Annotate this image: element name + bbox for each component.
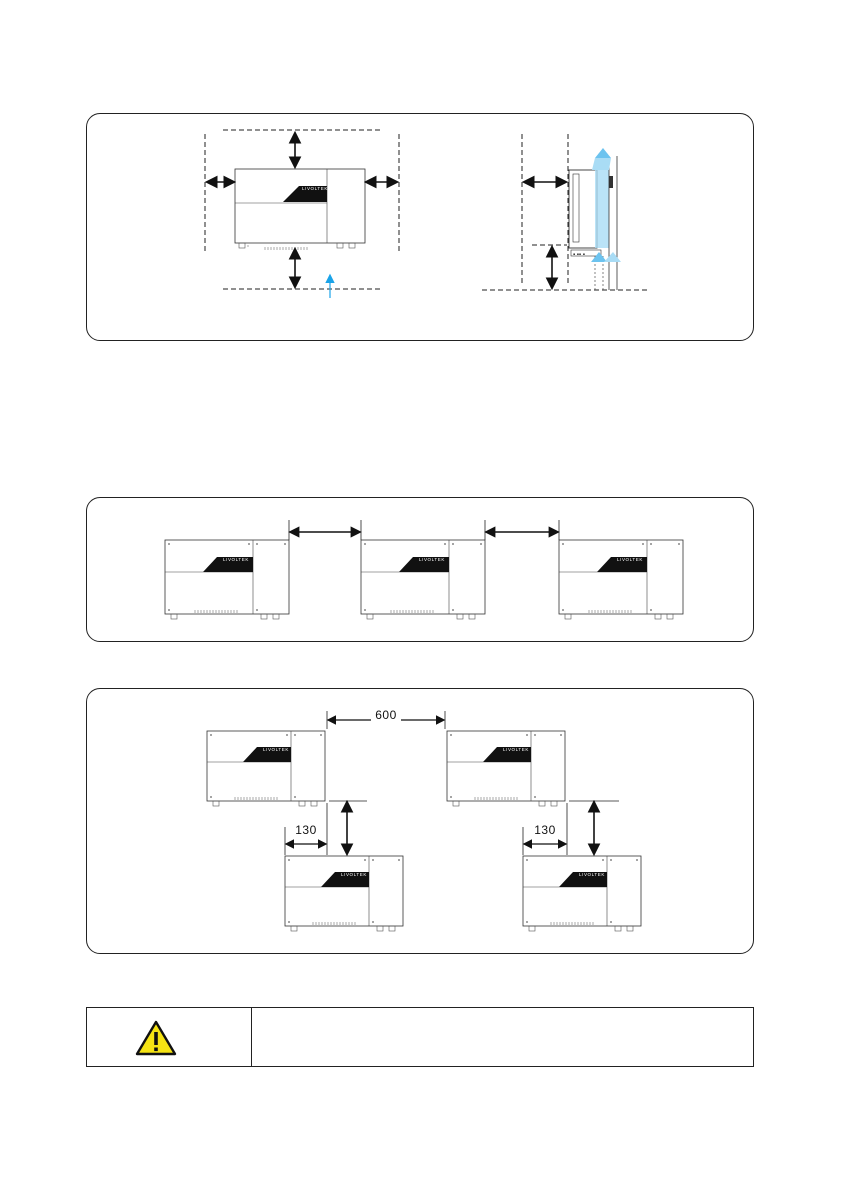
staggered-inverter-upper-right	[447, 731, 565, 806]
horizontal-offset-label-right: 130	[534, 823, 556, 837]
staggered-inverter-upper-left	[207, 731, 325, 806]
clearance-diagram	[87, 114, 755, 342]
inverter-side-view	[569, 156, 617, 290]
warning-triangle-icon	[135, 1020, 177, 1056]
row-inverter-3	[559, 540, 683, 619]
clearance-panel	[86, 113, 754, 341]
staggered-inverter-upper-right-logo: LIVOLTEK	[503, 747, 529, 752]
airflow-out-tail	[592, 158, 611, 170]
row-inverter-2-logo: LIVOLTEK	[419, 557, 445, 562]
warning-box	[86, 1007, 754, 1067]
staggered-inverter-lower-left-logo: LIVOLTEK	[341, 872, 367, 877]
warning-icon-cell	[87, 1008, 252, 1066]
row-inverter-2	[361, 540, 485, 619]
row-inverter-1	[165, 540, 289, 619]
inverter-brand-logo: LIVOLTEK	[302, 186, 328, 191]
staggered-inverter-upper-left-logo: LIVOLTEK	[263, 747, 289, 752]
airflow-in-side-arrow	[591, 252, 607, 262]
staggered-installation-diagram	[87, 689, 755, 955]
horizontal-offset-label-left: 130	[295, 823, 317, 837]
airflow-in-side-arrow-2	[604, 252, 621, 262]
staggered-inverter-lower-right	[523, 856, 641, 931]
row-inverter-1-logo: LIVOLTEK	[223, 557, 249, 562]
staggered-inverter-lower-right-logo: LIVOLTEK	[579, 872, 605, 877]
row-installation-diagram	[87, 498, 755, 643]
svg-text:▪ ▪▪ ▪: ▪ ▪▪ ▪	[573, 252, 585, 258]
staggered-inverter-lower-left	[285, 856, 403, 931]
inverter-front-view	[235, 169, 365, 250]
horizontal-gap-label: 600	[375, 708, 397, 722]
airflow-out-arrow	[595, 148, 611, 158]
row-installation-panel	[86, 497, 754, 642]
staggered-installation-panel	[86, 688, 754, 954]
row-inverter-3-logo: LIVOLTEK	[617, 557, 643, 562]
